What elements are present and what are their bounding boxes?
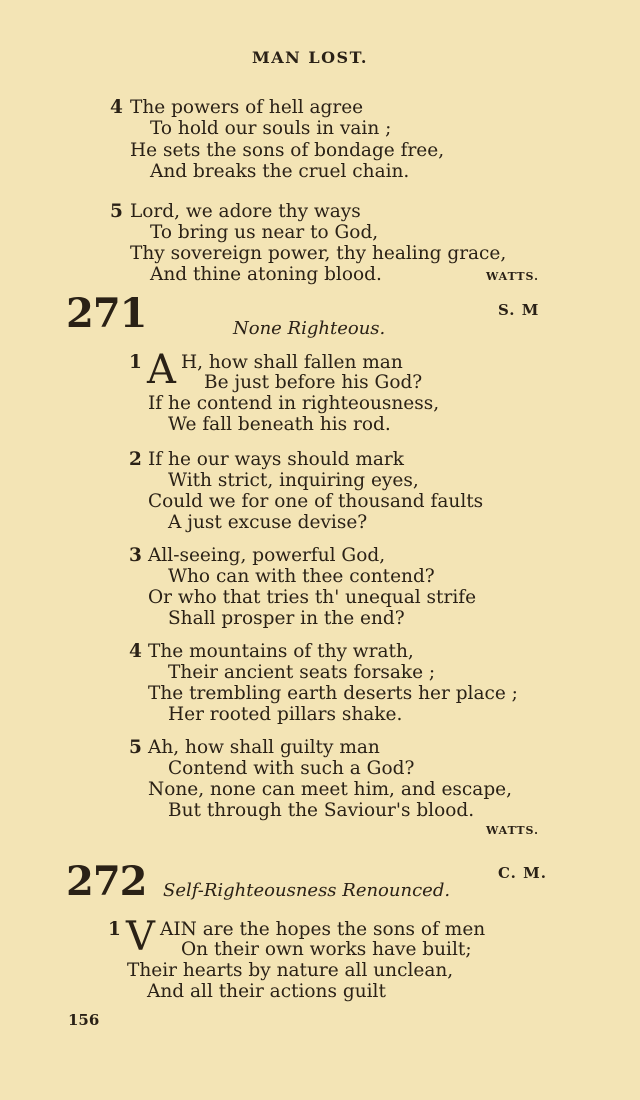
verse-line: He sets the sons of bondage free, xyxy=(130,140,445,161)
verse-number: 1 xyxy=(108,919,121,940)
verse-line: And breaks the cruel chain. xyxy=(150,161,410,182)
page-number: 156 xyxy=(68,1011,100,1029)
verse-line: To bring us near to God, xyxy=(150,222,379,243)
verse-number: 1 xyxy=(129,352,142,373)
verse-line: With strict, inquiring eyes, xyxy=(168,470,419,491)
verse-line: Be just before his God? xyxy=(204,372,423,393)
verse-line: Shall prosper in the end? xyxy=(168,608,405,629)
verse-line: If he our ways should mark xyxy=(148,449,404,470)
drop-cap: V xyxy=(126,914,155,960)
verse-line: Their ancient seats forsake ; xyxy=(168,662,436,683)
verse-line: Their hearts by nature all unclean, xyxy=(127,960,454,981)
verse-number: 2 xyxy=(129,449,142,470)
verse-line: The powers of hell agree xyxy=(130,97,364,118)
verse-number: 4 xyxy=(110,97,123,118)
verse-line: If he contend in righteousness, xyxy=(148,393,440,414)
verse-line: We fall beneath his rod. xyxy=(168,414,391,435)
verse-line: Thy sovereign power, thy healing grace, xyxy=(130,243,507,264)
verse-line: Who can with thee contend? xyxy=(168,566,435,587)
verse-line: A just excuse devise? xyxy=(168,512,368,533)
verse-line: But through the Saviour's blood. xyxy=(168,800,475,821)
verse-line: Could we for one of thousand faults xyxy=(148,491,484,512)
verse-number: 5 xyxy=(129,737,142,758)
verse-line: Contend with such a God? xyxy=(168,758,415,779)
verse-line: On their own works have built; xyxy=(181,939,472,960)
verse-number: 4 xyxy=(129,641,142,662)
running-header: MAN LOST. xyxy=(252,48,368,67)
verse-line: None, none can meet him, and escape, xyxy=(148,779,512,800)
verse-line: And thine atoning blood. xyxy=(150,264,382,285)
drop-cap: A xyxy=(147,347,176,393)
verse-line: H, how shall fallen man xyxy=(181,352,403,373)
attribution: WATTS. xyxy=(486,824,539,837)
hymn-title: None Righteous. xyxy=(233,318,386,339)
hymn-title: Self-Righteousness Renounced. xyxy=(163,880,451,901)
hymn-number: 271 xyxy=(66,290,147,337)
meter: S. M xyxy=(498,301,540,319)
hymn-number: 272 xyxy=(66,858,147,905)
verse-line: The mountains of thy wrath, xyxy=(148,641,414,662)
meter: C. M. xyxy=(498,864,547,882)
verse-line: Ah, how shall guilty man xyxy=(148,737,380,758)
verse-line: Lord, we adore thy ways xyxy=(130,201,361,222)
verse-line: The trembling earth deserts her place ; xyxy=(148,683,518,704)
attribution: WATTS. xyxy=(486,270,539,283)
verse-number: 5 xyxy=(110,201,123,222)
verse-line: AIN are the hopes the sons of men xyxy=(160,919,486,940)
verse-line: To hold our souls in vain ; xyxy=(150,118,392,139)
verse-number: 3 xyxy=(129,545,142,566)
verse-line: Her rooted pillars shake. xyxy=(168,704,403,725)
verse-line: Or who that tries th' unequal strife xyxy=(148,587,477,608)
verse-line: And all their actions guilt xyxy=(147,981,386,1002)
verse-line: All-seeing, powerful God, xyxy=(148,545,386,566)
